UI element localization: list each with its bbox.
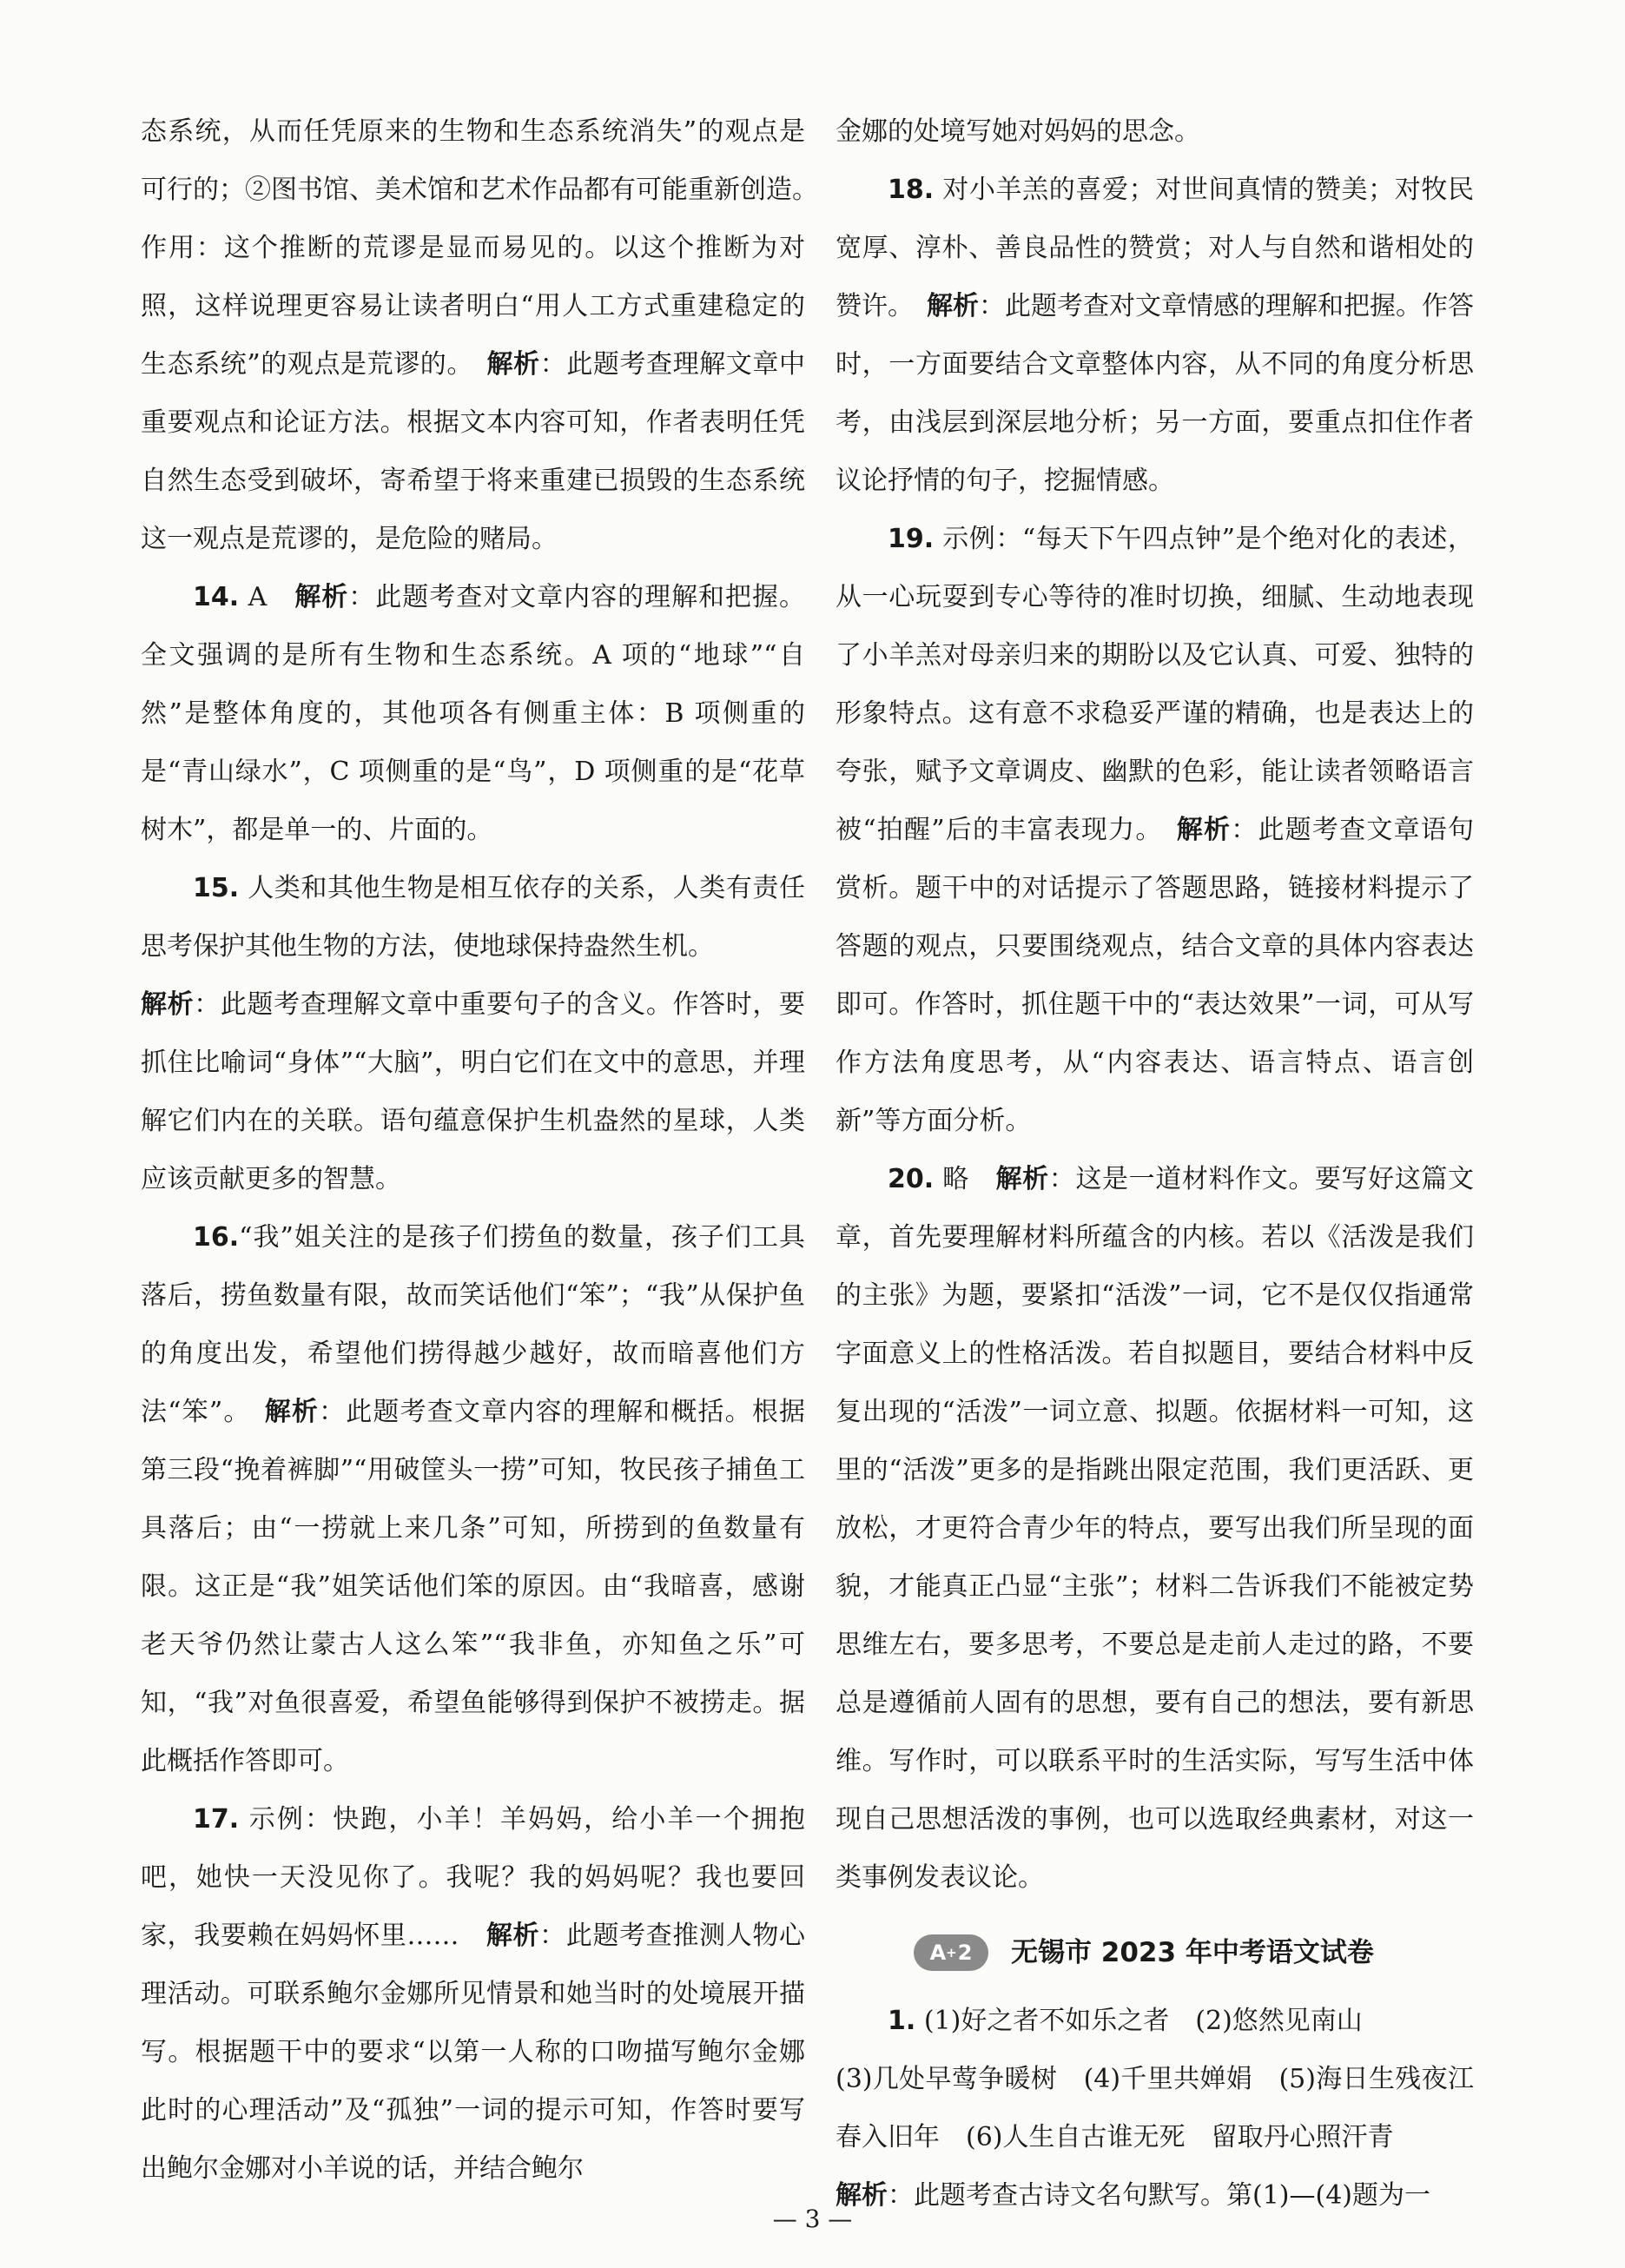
bold-label: 解析 — [927, 291, 979, 321]
bold-label: 解析 — [294, 582, 349, 612]
right-column — [836, 102, 1474, 2225]
left-column — [141, 102, 831, 2198]
left-paragraph-4: 16.“我”姐关注的是孩子们捞鱼的数量，孩子们工具落后，捞鱼数量有限，故而笑话他们“笨”；“我”从保护鱼的角度出发，希望他们捞得越少越好，故而暗喜他们方法“笨”。 解析：此题考查文章内容的理解和概括。根据第三段“挽着裤脚”“用破筐头一捞”可知，牧民孩子捕鱼工具落后；由“一捞就上来几条”可知，所捞到的鱼数量有限。这正是“我”姐笑话他们笨的原因。由“我暗喜，感谢老天爷仍然让蒙古人这么笨”“我非鱼，亦知鱼之乐”可知，“我”对鱼很喜爱，希望鱼能够得到保护不被捞走。据此概括作答即可。 — [141, 1222, 806, 1776]
bold-label: 解析 — [836, 2180, 888, 2211]
bold-label: 1. — [888, 2006, 916, 2036]
right-column-answers — [836, 102, 1474, 1907]
bold-label: 解析 — [141, 989, 195, 1020]
bold-label: 解析 — [486, 1921, 540, 1951]
right-after-paragraph-0: 1. (1)好之者不如乐之者 (2)悠然见南山 — [888, 2006, 1363, 2036]
left-paragraph-5: 17. 示例：快跑，小羊！羊妈妈，给小羊一个拥抱吧，她快一天没见你了。我呢？我的妈妈呢？我也要回家，我要赖在妈妈怀里…… 解析：此题考查推测人物心理活动。可联系鲍尔金娜所见情景和她当时的处境展开描写。根据题干中的要求“以第一人称的口吻描写鲍尔金娜此时的心理活动”及“孤独”一词的提示可知，作答时要写出鲍尔金娜对小羊说的话，并结合鲍尔 — [141, 1804, 806, 2184]
right-after-paragraph-1: (3)几处早莺争暖树 (4)千里共婵娟 (5)海日生残夜江春入旧年 (6)人生自古谁无死 留取丹心照汗青 — [836, 2064, 1474, 2152]
bold-label: 15. — [193, 873, 240, 903]
bold-label: 16. — [193, 1222, 240, 1253]
right-paragraph-3: 20. 略 解析：这是一道材料作文。要写好这篇文章，首先要理解材料所蕴含的内核。若以《活泼是我们的主张》为题，要紧扣“活泼”一词，它不是仅仅指通常字面意义上的性格活泼。若自拟题目，要结合材料中反复出现的“活泼”一词立意、拟题。依据材料一可知，这里的“活泼”更多的是指跳出限定范围，我们更活跃、更放松，才更符合青少年的特点，要写出我们所呈现的面貌，才能真正凸显“主张”；材料二告诉我们不能被定势思维左右，要多思考，不要总是走前人走过的路，不要总是遵循前人固有的思想，要有自己的想法，要有新思维。写作时，可以联系平时的生活实际，写写生活中体现自己思想活泼的事例，也可以选取经典素材，对这一类事例发表议论。 — [836, 1164, 1475, 1893]
bold-label: 解析 — [486, 349, 540, 380]
section-badge: A + 2 — [914, 1934, 988, 1971]
right-column-new-section — [836, 1992, 1474, 2225]
left-paragraph-2: 15. 人类和其他生物是相互依存的关系，人类有责任思考保护其他生物的方法，使地球保持盎然生机。 — [141, 873, 805, 962]
bold-label: 14. — [193, 582, 240, 612]
bold-label: 解析 — [995, 1164, 1049, 1194]
left-paragraph-0: 态系统，从而任凭原来的生物和生态系统消失”的观点是可行的；②图书馆、美术馆和艺术作品都有可能重新创造。 作用：这个推断的荒谬是显而易见的。以这个推断为对照，这样说理更容易让读者明白“用人工方式重建稳定的生态系统”的观点是荒谬的。 解析：此题考查理解文章中重要观点和论证方法。根据文本内容可知，作者表明任凭自然生态受到破坏，寄希望于将来重建已损毁的生态系统这一观点是荒谬的，是危险的赌局。 — [141, 116, 831, 554]
left-paragraph-1: 14. A 解析：此题考查对文章内容的理解和把握。全文强调的是所有生物和生态系统。A 项的“地球”“自然”是整体角度的，其他项各有侧重主体：B 项侧重的是“青山绿水”，C 项侧重的是“鸟”，D 项侧重的是“花草树木”，都是单一的、片面的。 — [141, 582, 806, 845]
bold-label: 20. — [888, 1164, 935, 1194]
page-number: — 3 — — [772, 2205, 853, 2233]
section-title: 无锡市 2023 年中考语文试卷 — [1011, 1936, 1374, 1968]
right-after-paragraph-2: 解析：此题考查古诗文名句默写。第(1)—(4)题为一 — [836, 2180, 1430, 2211]
right-paragraph-1: 18. 对小羊羔的喜爱；对世间真情的赞美；对牧民宽厚、淳朴、善良品性的赞赏；对人与自然和谐相处的赞许。 解析：此题考查对文章情感的理解和把握。作答时，一方面要结合文章整体内容，从不同的角度分析思考，由浅层到深层地分析；另一方面，要重点扣住作者议论抒情的句子，挖掘情感。 — [836, 175, 1474, 496]
bold-label: 解析 — [264, 1397, 320, 1427]
right-paragraph-0: 金娜的处境写她对妈妈的思念。 — [836, 116, 1200, 147]
bold-label: 19. — [888, 524, 935, 554]
bold-label: 18. — [888, 175, 935, 205]
left-paragraph-3: 解析：此题考查理解文章中重要句子的含义。作答时，要抓住比喻词“身体”“大脑”，明白它们在文中的意思，并理解它们内在的关联。语句蕴意保护生机盎然的星球，人类应该贡献更多的智慧。 — [141, 989, 805, 1194]
right-paragraph-2: 19. 示例：“每天下午四点钟”是个绝对化的表述，从一心玩耍到专心等待的准时切换，细腻、生动地表现了小羊羔对母亲归来的期盼以及它认真、可爱、独特的形象特点。这有意不求稳妥严谨的精确，也是表达上的夸张，赋予文章调皮、幽默的色彩，能让读者领略语言被“拍醒”后的丰富表现力。 解析：此题考查文章语句赏析。题干中的对话提示了答题思路，链接材料提示了答题的观点，只要围绕观点，结合文章的具体内容表达即可。作答时，抓住题干中的“表达效果”一词，可从写作方法角度思考，从“内容表达、语言特点、语言创新”等方面分析。 — [836, 524, 1475, 1136]
bold-label: 解析 — [1176, 815, 1232, 845]
bold-label: 17. — [193, 1804, 240, 1835]
section-header — [836, 1919, 1474, 1987]
